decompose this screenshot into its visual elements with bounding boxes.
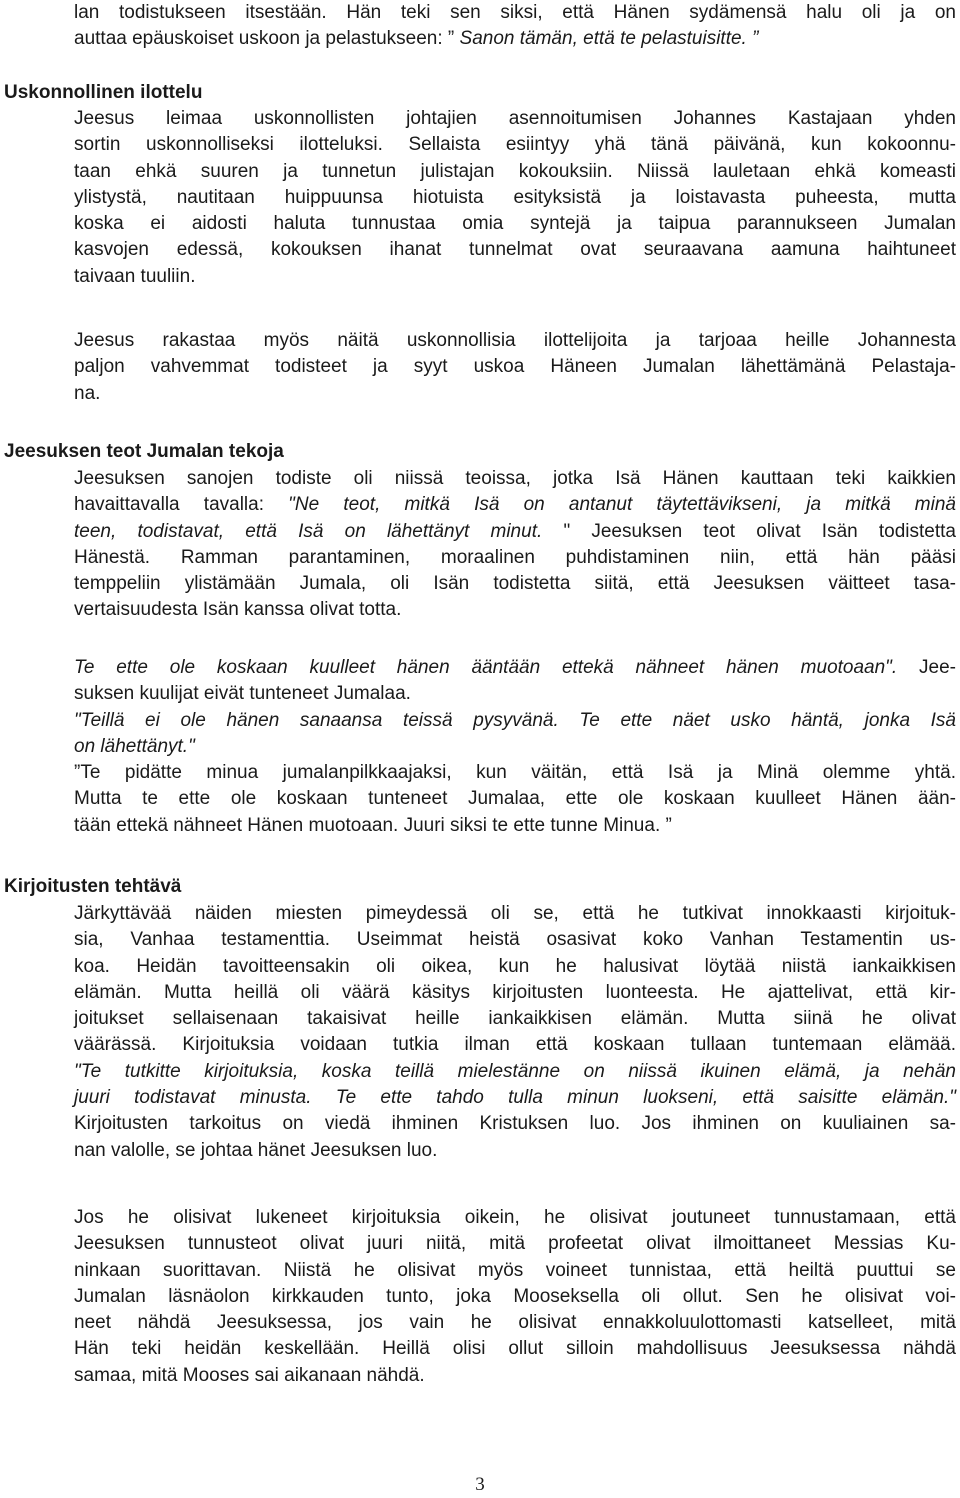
text-line: sortin uskonnolliseksi ilotteluksi. Sellaista esiintyy yhä tänä päivänä, kun kokoonnu-	[74, 134, 956, 156]
section-heading: Jeesuksen teot Jumalan tekoja	[4, 441, 284, 462]
text-line: lan todistukseen itsestään. Hän teki sen siksi, että Hänen sydämensä halu oli ja on	[74, 2, 956, 23]
text-line: joitukset sellaisenaan takaisivat heille iankaikkisen elämän. Mutta siinä he olivat	[74, 1008, 956, 1030]
text-line: neet nähdä Jeesuksessa, jos vain he olisivat ennakkoluulottomasti katselleet, mitä	[74, 1312, 956, 1334]
text-line: kasvojen edessä, kokouksen ihanat tunnelmat ovat seuraavana aamuna haihtuneet	[74, 239, 956, 261]
text-line: juuri todistavat minusta. Te ette tahdo tulla minun luokseni, että saisitte elämän."	[74, 1087, 956, 1109]
text-line: koska ei aidosti haluta tunnustaa omia syntejä ja taipua parannukseen Jumalan	[74, 213, 956, 235]
paragraph	[74, 328, 956, 407]
text-line: "Teillä ei ole hänen sanaansa teissä pysyvänä. Te ette näet usko häntä, jonka Isä	[74, 709, 956, 731]
text-line: taan ehkä suuren ja tunnetun julistajan kokouksiin. Niissä lauletaan ehkä komeasti	[74, 160, 956, 182]
text-line: ”Te pidätte minua jumalanpilkkaajaksi, kun väitän, että Isä ja Minä olemme yhtä.	[74, 762, 956, 784]
text-line: on lähettänyt."	[74, 735, 195, 757]
text-line: Te ette ole koskaan kuulleet hänen ääntään ettekä nähneet hänen muotoaan". Jee-	[74, 657, 956, 678]
text-line: Jeesus rakastaa myös näitä uskonnollisia ilottelijoita ja tarjoaa heille Johannesta	[74, 330, 956, 351]
paragraph	[74, 901, 956, 1164]
text-line: Jos he olisivat lukeneet kirjoituksia oikein, he olisivat joutuneet tunnustamaan, että	[74, 1207, 956, 1228]
text-line: Järkyttävää näiden miesten pimeydessä oli se, että he tutkivat innokkaasti kirjoituk-	[74, 903, 956, 924]
text-line: Jumalan läsnäolon kirkkauden tunto, joka Mooseksella oli ollut. Sen he olisivat voi-	[74, 1285, 956, 1307]
text-line: Kirjoitusten tarkoitus on viedä ihminen Kristuksen luo. Jos ihminen on kuuliainen sa-	[74, 1113, 956, 1135]
text-line: Jeesuksen sanojen todiste oli niissä teoissa, jotka Isä Hänen kauttaan teki kaikkien	[74, 468, 956, 489]
text-line: Hän teki heidän keskellään. Heillä olisi ollut silloin mahdollisuus Jeesuksessa nähdä	[74, 1338, 956, 1360]
section-heading: Uskonnollinen ilottelu	[4, 82, 203, 103]
text-line: elämän. Mutta heillä oli väärä käsitys kirjoitusten luonteesta. He ajattelivat, että kir-	[74, 981, 956, 1003]
text-line: samaa, mitä Mooses sai aikanaan nähdä.	[74, 1364, 425, 1386]
text-line: Jeesuksen tunnusteot olivat juuri niitä, mitä profeetat olivat ilmoittaneet Messias Ku-	[74, 1233, 956, 1255]
text-line: koa. Heidän tavoitteensakin oli oikea, kun he halusivat löytää niistä iankaikkisen	[74, 955, 956, 977]
text-line: suksen kuulijat eivät tunteneet Jumalaa.	[74, 683, 411, 705]
intro-paragraph	[74, 0, 956, 53]
text-line: sia, Vanhaa testamenttia. Useimmat heistä osasivat koko Vanhan Testamentin us-	[74, 929, 956, 951]
text-line: temppeliin ylistämään Jumala, oli Isän todistetta siitä, että Jeesuksen väitteet tasa-	[74, 573, 956, 595]
text-line: na.	[74, 382, 101, 404]
text-line: ylistystä, nautitaan huippuunsa hiotuista esityksistä ja loistavasta puheesta, mutta	[74, 186, 956, 208]
text-line: paljon vahvemmat todisteet ja syyt uskoa Häneen Jumalan lähettämänä Pelastaja-	[74, 356, 956, 378]
text-line: Mutta te ette ole koskaan tunteneet Jumalaa, ette ole koskaan kuulleet Hänen ään-	[74, 788, 956, 810]
text-line: "Te tutkitte kirjoituksia, koska teillä mielestänne on niissä ikuinen elämä, ja nehän	[74, 1060, 956, 1082]
text-line: havaittavalla tavalla: "Ne teot, mitkä Isä on antanut täytettävikseni, ja mitkä minä	[74, 494, 956, 516]
text-line: väärässä. Kirjoituksia voidaan tutkia ilman että koskaan tullaan tuntemaan elämää.	[74, 1034, 956, 1056]
text-line: tään ettekä nähneet Hänen muotoaan. Juuri siksi te ette tunne Minua. ”	[74, 814, 672, 836]
text-line: nan valolle, se johtaa hänet Jeesuksen luo.	[74, 1139, 438, 1161]
paragraph	[74, 655, 956, 839]
text-line: Hänestä. Ramman parantaminen, moraalinen puhdistaminen niin, että hän pääsi	[74, 546, 956, 568]
text-line: teen, todistavat, että Isä on lähettänyt minut. " Jeesuksen teot olivat Isän todistetta	[74, 520, 956, 542]
text-line: Jeesus leimaa uskonnollisten johtajien asennoitumisen Johannes Kastajaan yhden	[74, 108, 956, 129]
paragraph	[74, 466, 956, 624]
section-heading: Kirjoitusten tehtävä	[4, 876, 182, 897]
paragraph	[74, 106, 956, 290]
paragraph	[74, 1205, 956, 1389]
text-line: auttaa epäuskoiset uskoon ja pelastukseen: ” Sanon tämän, että te pelastuisitte. ”	[74, 28, 759, 50]
text-line: taivaan tuuliin.	[74, 265, 196, 287]
page-number: 3	[475, 1474, 485, 1495]
text-line: ninkaan suorittavan. Niistä he olisivat myös voineet tunnistaa, että heiltä puuttui se	[74, 1259, 956, 1281]
text-line: vertaisuudesta Isän kanssa olivat totta.	[74, 599, 402, 621]
